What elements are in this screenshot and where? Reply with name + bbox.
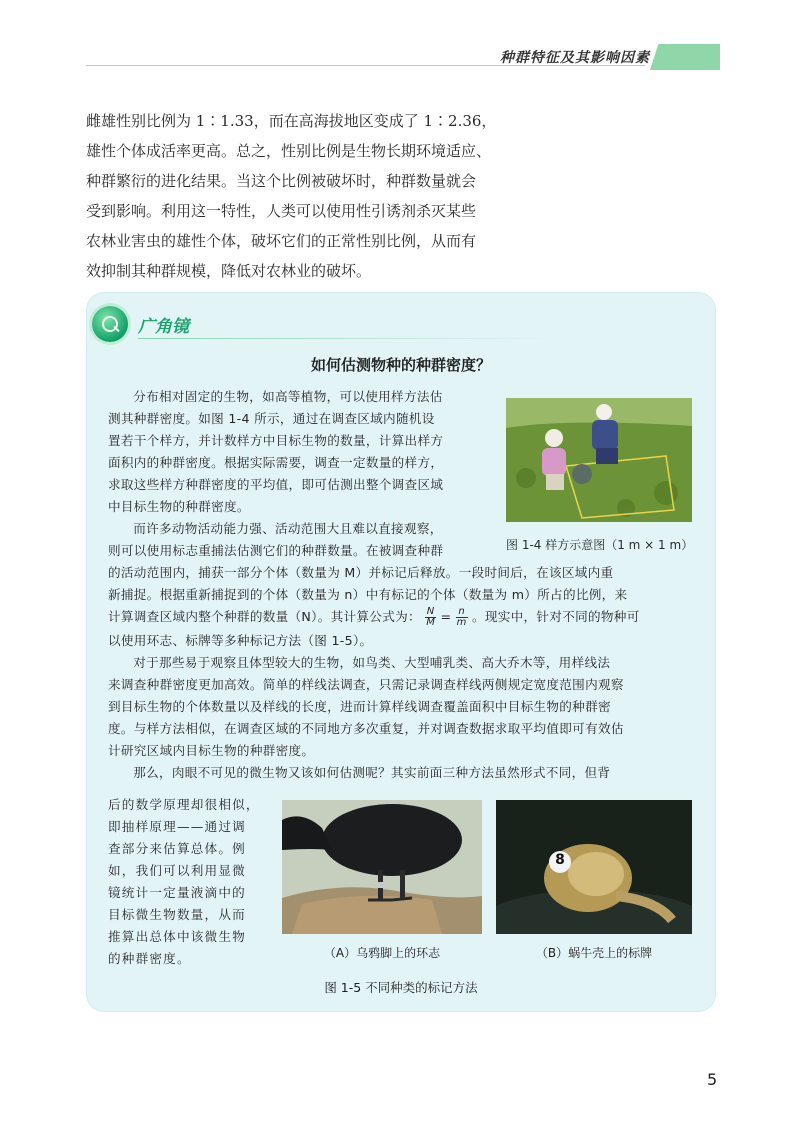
formula-line bbox=[108, 606, 698, 630]
formula-equals: = bbox=[440, 609, 452, 624]
text-line: 面积内的种群密度。根据实际需要，调查一定数量的样方， bbox=[108, 455, 444, 470]
header-color-tab bbox=[650, 44, 720, 70]
figure-1-5b-caption: （B）蜗牛壳上的标牌 bbox=[535, 946, 653, 960]
page-number: 5 bbox=[707, 1070, 718, 1089]
text-line: 以使用环志、标牌等多种标记方法（图 1-5）。 bbox=[108, 633, 373, 648]
figure-1-4-caption: 图 1-4 样方示意图（1 m × 1 m） bbox=[506, 538, 694, 552]
formula-fraction-left: $\frac{N}{M}$ bbox=[426, 606, 436, 628]
text-line: 如，我们可以利用显微 bbox=[108, 863, 246, 878]
text-line: 镜统计一定量液滴中的 bbox=[108, 885, 246, 900]
magnifier-badge-icon bbox=[92, 306, 128, 342]
text-line: 求取这些样方种群密度的平均值，即可估测出整个调查区域 bbox=[108, 477, 444, 492]
text-line: 种群繁衍的进化结果。当这个比例被破坏时，种群数量就会 bbox=[86, 172, 477, 190]
wide-angle-box bbox=[86, 292, 716, 1012]
text-line: 新捕捉。根据重新捕捉到的个体（数量为 n）中有标记的个体（数量为 m）所占的比例，来 bbox=[108, 587, 628, 602]
chapter-title: 种群特征及其影响因素 bbox=[500, 50, 650, 66]
kicker-rule bbox=[138, 338, 558, 339]
text-line: 中目标生物的种群密度。 bbox=[108, 499, 250, 514]
text-line: 推算出总体中该微生物 bbox=[108, 929, 246, 944]
text-line: 的种群密度。 bbox=[108, 951, 191, 966]
formula-fraction-right: $\frac{n}{m}$ bbox=[456, 606, 467, 628]
paragraph-mark-recapture bbox=[108, 562, 698, 784]
text-line: 度。与样方法相似，在调查区域的不同地方多次重复，并对调查数据求取平均值即可有效估 bbox=[108, 721, 624, 736]
text-line: 测其种群密度。如图 1-4 所示，通过在调查区域内随机设 bbox=[108, 411, 435, 426]
text-line: 那么，肉眼不可见的微生物又该如何估测呢？其实前面三种方法虽然形式不同，但背 bbox=[133, 765, 611, 780]
text-line: 雄性个体成活率更高。总之，性别比例是生物长期环境适应、 bbox=[86, 142, 492, 160]
text-line: 的活动范围内，捕获一部分个体（数量为 M）并标记后释放。一段时间后，在该区域内重 bbox=[108, 565, 614, 580]
paragraph-quadrat bbox=[108, 386, 500, 562]
text-line: 雌雄性别比例为 1∶1.33，而在高海拔地区变成了 1∶2.36， bbox=[86, 112, 497, 130]
text-line: 计研究区域内目标生物的种群密度。 bbox=[108, 743, 315, 758]
text-line: 查部分来估算总体。例 bbox=[108, 841, 246, 856]
text-line: 分布相对固定的生物，如高等植物，可以使用样方法估 bbox=[133, 389, 443, 404]
box-kicker: 广角镜 bbox=[138, 317, 189, 337]
text-line: 农林业害虫的雄性个体，破坏它们的正常性别比例，从而有 bbox=[86, 232, 477, 250]
text-line: 则可以使用标志重捕法估测它们的种群数量。在被调查种群 bbox=[108, 543, 444, 558]
formula-lead-text: 计算调查区域内整个种群的数量（N）。其计算公式为： bbox=[108, 609, 421, 624]
text-line: 后的数学原理却很相似， bbox=[108, 797, 260, 812]
text-line: 而许多动物活动能力强、活动范围大且难以直接观察， bbox=[133, 521, 443, 536]
box-title: 如何估测物种的种群密度？ bbox=[310, 356, 491, 374]
figure-1-5a-caption: （A）乌鸦脚上的环志 bbox=[323, 946, 441, 960]
text-line: 目标微生物数量，从而 bbox=[108, 907, 246, 922]
intro-paragraph bbox=[86, 106, 526, 286]
snail-tag-number: 8 bbox=[555, 852, 565, 868]
crow-band-photo bbox=[282, 800, 482, 934]
paragraph-microbe bbox=[108, 794, 278, 970]
snail-tag-photo bbox=[496, 800, 692, 934]
text-line: 受到影响。利用这一特性，人类可以使用性引诱剂杀灭某些 bbox=[86, 202, 477, 220]
formula-tail-text: 。现实中，针对不同的物种可 bbox=[471, 609, 640, 624]
text-line: 到目标生物的个体数量以及样线的长度，进而计算样线调查覆盖面积中目标生物的种群密 bbox=[108, 699, 611, 714]
figure-1-5-caption: 图 1-5 不同种类的标记方法 bbox=[324, 980, 478, 995]
text-line: 置若干个样方，并计数样方中目标生物的数量，计算出样方 bbox=[108, 433, 444, 448]
text-line: 效抑制其种群规模，降低对农林业的破坏。 bbox=[86, 262, 372, 280]
text-line: 即抽样原理——通过调 bbox=[108, 819, 246, 834]
quadrat-photo bbox=[506, 398, 692, 522]
text-line: 对于那些易于观察且体型较大的生物，如鸟类、大型哺乳类、高大乔木等，用样线法 bbox=[133, 655, 611, 670]
running-header bbox=[0, 44, 800, 72]
text-line: 来调查种群密度更加高效。简单的样线法调查，只需记录调查样线两侧规定宽度范围内观察 bbox=[108, 677, 624, 692]
